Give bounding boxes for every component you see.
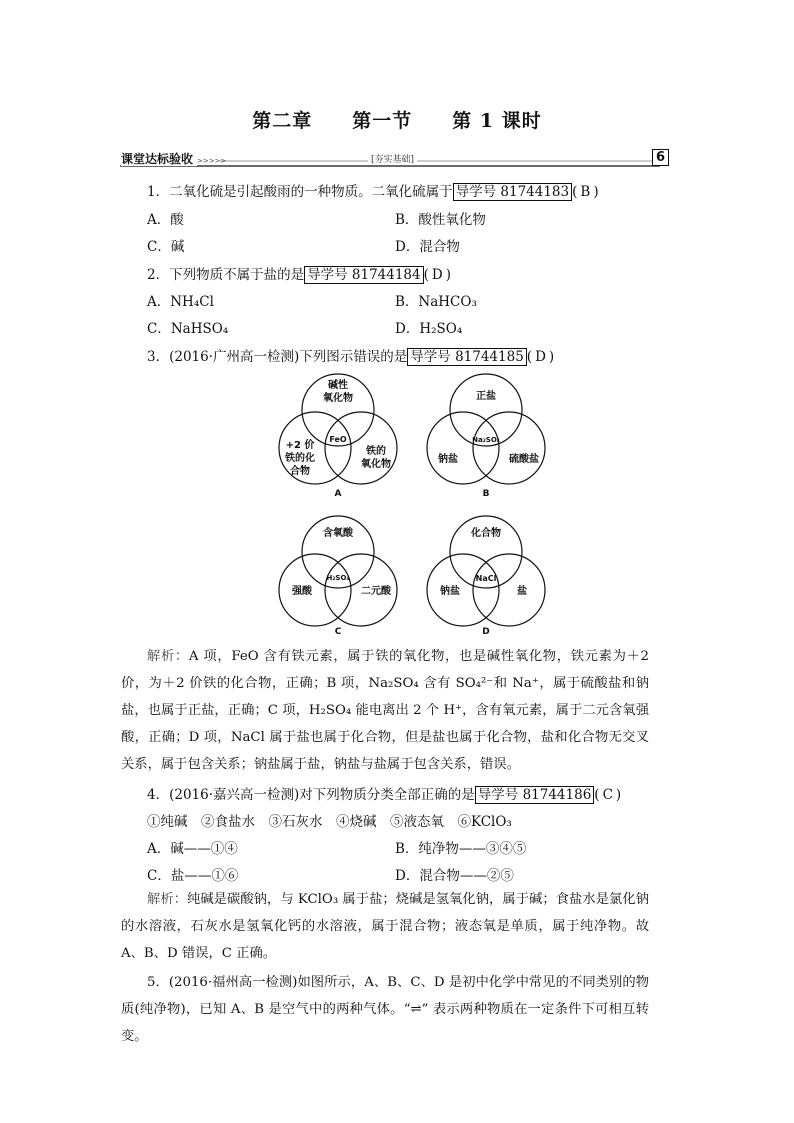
venn-a-right-label-2: 氧化物 xyxy=(361,459,391,470)
section-header xyxy=(121,150,226,167)
venn-b-circle-left xyxy=(427,412,499,484)
q2-option-b: B．NaHCO₃ xyxy=(395,294,477,310)
q4-answer: C xyxy=(602,787,613,803)
venn-a-left-label-1: +2 价 xyxy=(285,440,315,451)
venn-a-right-label-1: 铁的 xyxy=(366,446,386,457)
q2-option-a: A．NH₄Cl xyxy=(147,294,214,310)
chapter-title: 第二章 xyxy=(252,110,313,132)
q3-answer: D xyxy=(535,349,546,365)
q4-option-d: D．混合物——②⑤ xyxy=(395,868,514,884)
q1-code: 导学号 81744183 xyxy=(453,183,573,201)
venn-a-center-label: FeO xyxy=(329,435,347,444)
venn-a-top-label-1: 碱性 xyxy=(328,380,348,391)
q1-stem: 1．二氧化硫是引起酸雨的一种物质。二氧化硫属于 xyxy=(147,184,453,200)
venn-d-center-label: NaCl xyxy=(475,574,497,583)
section-label: 课堂达标验收 xyxy=(121,152,197,166)
q3-code: 导学号 81744185 xyxy=(407,348,527,366)
q2-code: 导学号 81744184 xyxy=(304,266,424,284)
question-1: 1．二氧化硫是引起酸雨的一种物质。二氧化硫属于 导学号 81744183 ( B ) xyxy=(147,184,599,200)
venn-c-right-label: 二元酸 xyxy=(361,586,391,597)
q2-stem: 2．下列物质不属于盐的是 xyxy=(147,267,305,283)
question-2: 2．下列物质不属于盐的是 导学号 81744184 ( D ) xyxy=(147,267,451,283)
q1-answer: B xyxy=(580,184,591,200)
question-3: 3．(2016·广州高一检测)下列图示错误的是 导学号 81744185 ( D ) xyxy=(147,349,555,365)
venn-d-letter: D xyxy=(482,627,490,637)
venn-a-top-label-2: 氧化物 xyxy=(323,393,353,404)
q4-option-b: B．纯净物——③④⑤ xyxy=(395,841,527,857)
venn-b-right-label: 硫酸盐 xyxy=(509,454,539,465)
q2-option-d: D．H₂SO₄ xyxy=(395,321,463,337)
venn-b-left-label: 钠盐 xyxy=(438,454,458,465)
q4-option-c: C．盐——①⑥ xyxy=(147,868,239,884)
venn-c-circle-left xyxy=(279,554,351,626)
q4-stem: 4．(2016·嘉兴高一检测)对下列物质分类全部正确的是 xyxy=(147,787,475,803)
q1-option-b: B．酸性氧化物 xyxy=(395,212,486,228)
venn-d-top-label: 化合物 xyxy=(471,528,501,539)
venn-d-right-label: 盐 xyxy=(517,586,527,597)
q4-items: ①纯碱 ②食盐水 ③石灰水 ④烧碱 ⑤液态氧 ⑥KClO₃ xyxy=(147,814,512,830)
analysis-3 xyxy=(121,643,649,778)
venn-d-circle-right xyxy=(473,554,545,626)
venn-b-circle-right xyxy=(473,412,545,484)
q3-stem: 3．(2016·广州高一检测)下列图示错误的是 xyxy=(147,349,408,365)
analysis-4 xyxy=(121,886,649,967)
section-title: 第一节 xyxy=(352,110,413,132)
q4-option-a: A．碱——①④ xyxy=(147,841,238,857)
venn-diagrams xyxy=(260,368,560,643)
venn-a-letter: A xyxy=(334,489,342,499)
venn-c-letter: C xyxy=(334,627,342,637)
venn-b-letter: B xyxy=(482,489,490,499)
venn-b-center-label: Na₂SO₄ xyxy=(472,436,500,444)
section-number-badge: 6 xyxy=(652,149,669,166)
lesson-title: 第 1 课时 xyxy=(452,110,542,132)
q1-option-d: D．混合物 xyxy=(395,239,460,255)
analysis-3-text: A 项，FeO 含有铁元素，属于铁的氧化物，也是碱性氧化物，铁元素为＋2 价，为＋2 价铁的化合物，正确；B 项，Na₂SO₄ 含有 SO₄²⁻和 Na⁺，属于硫酸盐和钠盐，也属于正盐，正确；C 项，H₂SO₄ 能电离出 2 个 H⁺，含有氧元素，属于二元含氧强酸，正确；D 项，NaCl 属于盐也属于化合物，但是盐也属于化合物，盐和化合物无交叉关系，属于包含关系；钠盐属于盐，钠盐与盐属于包含关系，错误。 xyxy=(121,649,649,772)
venn-b-top-label: 正盐 xyxy=(476,391,496,402)
section-tag: [夯实基础] xyxy=(368,152,417,165)
venn-c-left-label: 强酸 xyxy=(292,586,312,597)
analysis-4-text: 纯碱是碳酸钠，与 KClO₃ 属于盐；烧碱是氢氧化钠，属于碱；食盐水是氯化钠的水溶液，石灰水是氢氧化钙的水溶液，属于混合物；液态氧是单质，属于纯净物。故 A、B、D 错误，C 正确。 xyxy=(121,892,650,961)
venn-a-left-label-2: 铁的化 xyxy=(285,453,315,464)
q1-option-a: A．酸 xyxy=(147,212,184,228)
venn-a-left-label-3: 合物 xyxy=(290,466,310,477)
venn-a-circle-right xyxy=(325,412,397,484)
q4-code: 导学号 81744186 xyxy=(475,786,595,804)
question-4: 4．(2016·嘉兴高一检测)对下列物质分类全部正确的是 导学号 81744186 ( C ) xyxy=(147,787,622,803)
q1-option-c: C．碱 xyxy=(147,239,185,255)
venn-d-circle-left xyxy=(427,554,499,626)
q2-answer: D xyxy=(431,267,443,283)
analysis-4-label: 解析： xyxy=(147,892,187,907)
section-arrows: >>>>> xyxy=(197,157,227,165)
venn-c-top-label: 含氧酸 xyxy=(323,528,353,539)
analysis-3-label: 解析： xyxy=(147,649,189,664)
venn-c-center-label: H₂SO₄ xyxy=(326,574,350,582)
venn-d-left-label: 钠盐 xyxy=(440,586,460,597)
q2-option-c: C．NaHSO₄ xyxy=(147,321,229,337)
page-title xyxy=(0,106,794,133)
question-5: 5．(2016·福州高一检测)如图所示，A、B、C、D 是初中化学中常见的不同类别的物质(纯净物)，已知 A、B 是空气中的两种气体。“⇌” 表示两种物质在一定条件下可相互转变。 xyxy=(121,975,649,1044)
